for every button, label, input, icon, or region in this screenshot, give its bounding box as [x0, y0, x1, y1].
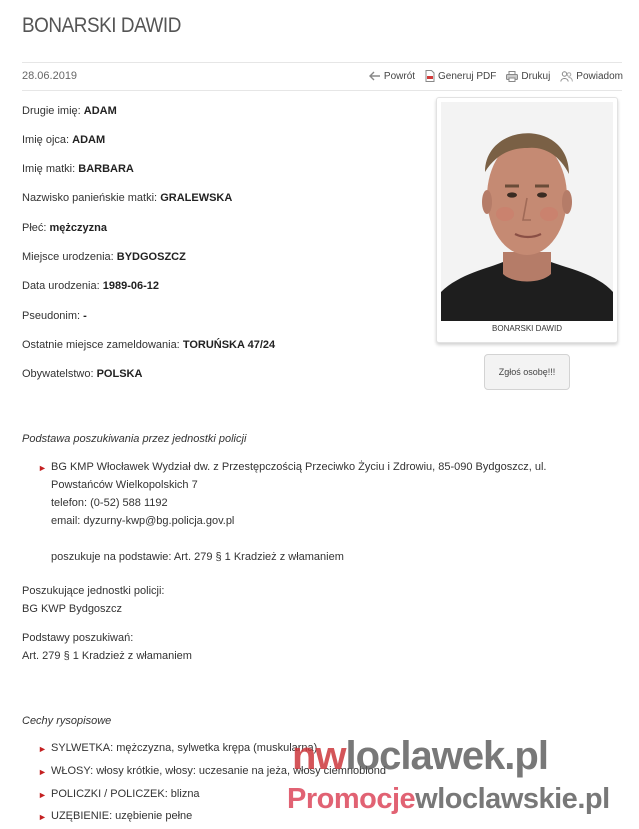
feature-build: SYLWETKA: mężczyzna, sylwetka krępa (muskularna) — [51, 742, 318, 754]
features-heading: Cechy rysopisowe — [22, 715, 112, 727]
photo-card — [436, 97, 618, 343]
portrait-illustration — [441, 102, 613, 321]
unit-address-line1: BG KMP Włocławek Wydział dw. z Przestępczością Przeciwko Życiu i Zdrowiu, 85-090 Bydgoszcz, ul. — [51, 461, 547, 473]
unit-address-line2: Powstańców Wielkopolskich 7 — [51, 479, 198, 491]
legal-basis: poszukuje na podstawie: Art. 279 § 1 Kradzież z włamaniem — [51, 551, 344, 563]
unit-email[interactable]: email: dyzurny-kwp@bg.policja.gov.pl — [51, 515, 235, 527]
printer-icon — [506, 71, 518, 82]
bullet-icon: ► — [38, 790, 47, 800]
pdf-icon — [425, 70, 435, 82]
feature-teeth: UZĘBIENIE: uzębienie pełne — [51, 810, 193, 822]
field-alias: Pseudonim: - — [22, 310, 87, 322]
watermark-nwloclawek: nwloclawek.pl — [292, 734, 548, 778]
back-arrow-icon — [369, 71, 381, 81]
unit-phone: telefon: (0-52) 588 1192 — [51, 497, 168, 509]
generate-pdf-button[interactable] — [425, 70, 496, 82]
notify-button[interactable] — [560, 70, 623, 82]
watermark-promocje: Promocjewloclawskie.pl — [287, 783, 610, 815]
bullet-icon: ► — [38, 812, 47, 822]
back-label: Powrót — [383, 70, 416, 82]
field-birthplace: Miejsce urodzenia: BYDGOSZCZ — [22, 251, 186, 263]
field-mother-name: Imię matki: BARBARA — [22, 163, 134, 175]
bullet-icon: ► — [38, 767, 47, 777]
field-birthdate: Data urodzenia: 1989-06-12 — [22, 280, 160, 292]
page-title: BONARSKI DAWID — [22, 14, 181, 37]
basis-heading: Podstawa poszukiwania przez jednostki policji — [22, 433, 247, 445]
print-label: Drukuj — [521, 70, 551, 82]
searching-units-label: Poszukujące jednostki policji: — [22, 585, 165, 597]
toolbar-divider — [22, 90, 622, 91]
people-icon — [560, 71, 573, 82]
field-middle-name: Drugie imię: ADAM — [22, 105, 117, 117]
toolbar — [369, 70, 623, 82]
field-sex: Płeć: mężczyzna — [22, 222, 108, 234]
top-divider — [22, 62, 622, 63]
field-citizenship: Obywatelstwo: POLSKA — [22, 368, 143, 380]
bullet-icon: ► — [38, 744, 47, 754]
searching-units-value: BG KWP Bydgoszcz — [22, 603, 123, 615]
search-basis-value: Art. 279 § 1 Kradzież z włamaniem — [22, 650, 192, 662]
pdf-label: Generuj PDF — [438, 70, 497, 82]
suspect-photo[interactable] — [441, 102, 613, 321]
back-button[interactable] — [369, 70, 415, 82]
feature-hair: WŁOSY: włosy krótkie, włosy: uczesanie na jeża, włosy ciemnoblond — [51, 765, 387, 777]
print-button[interactable] — [506, 70, 550, 82]
bullet-icon: ► — [38, 463, 47, 473]
field-last-address: Ostatnie miejsce zameldowania: TORUŃSKA 47/24 — [22, 339, 276, 351]
report-person-button[interactable]: Zgłoś osobę!!! — [484, 354, 570, 390]
field-father-name: Imię ojca: ADAM — [22, 134, 106, 146]
notify-label: Powiadom — [576, 70, 623, 82]
publish-date: 28.06.2019 — [22, 70, 78, 82]
field-mother-maiden-name: Nazwisko panieńskie matki: GRALEWSKA — [22, 192, 233, 204]
search-basis-label: Podstawy poszukiwań: — [22, 632, 134, 644]
feature-cheeks: POLICZKI / POLICZEK: blizna — [51, 788, 200, 800]
photo-caption: BONARSKI DAWID — [492, 324, 562, 333]
